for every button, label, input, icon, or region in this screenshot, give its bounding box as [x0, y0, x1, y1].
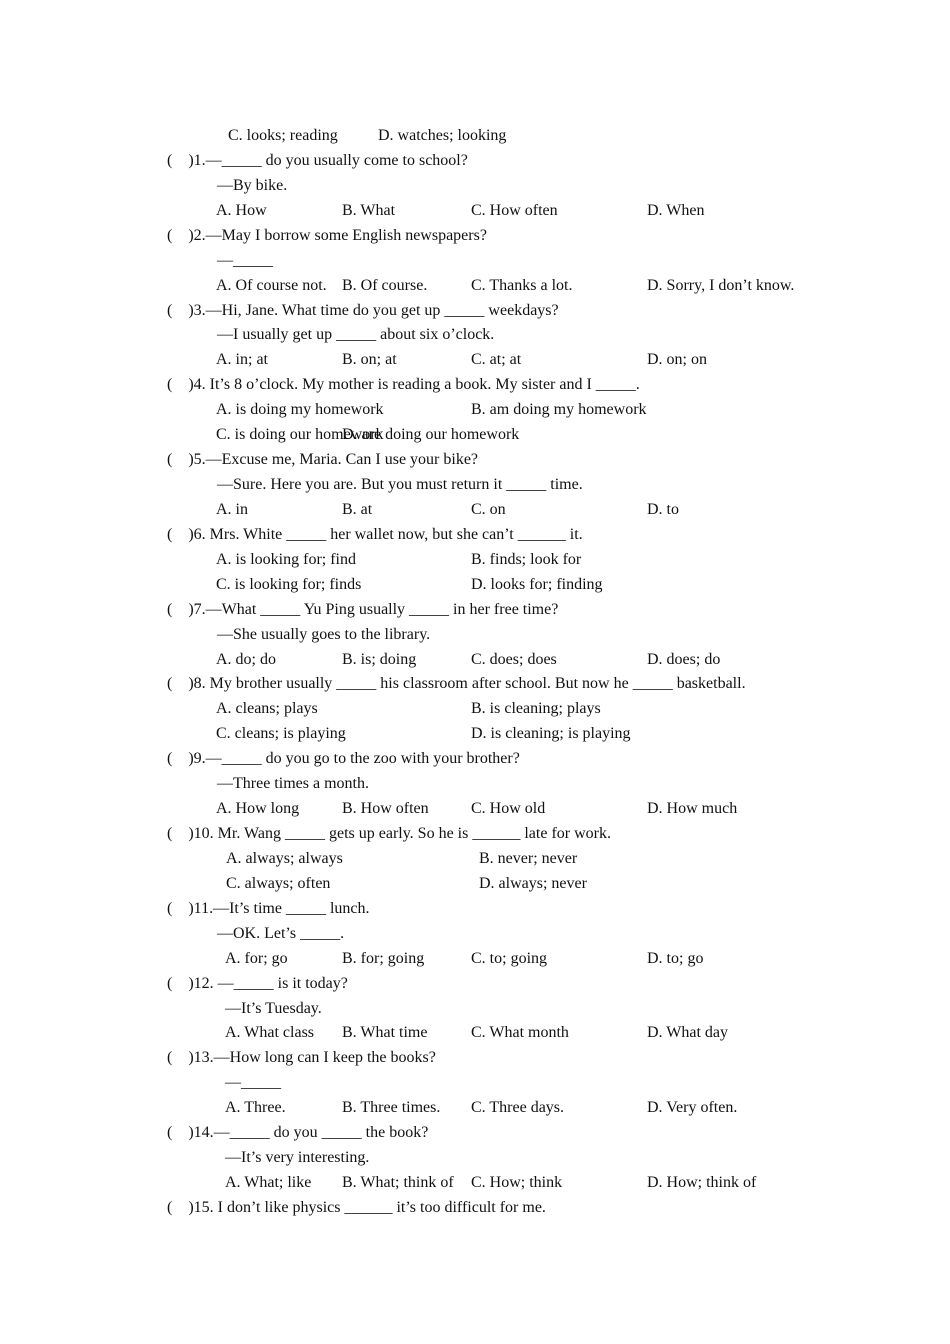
question-stem: ( )13.—How long can I keep the books?: [167, 1049, 436, 1066]
question-stem: ( )11.—It’s time _____ lunch.: [167, 900, 370, 917]
answer-option: D. watches; looking: [378, 127, 507, 144]
dialogue-reply: —It’s very interesting.: [225, 1149, 370, 1166]
dialogue-reply: —It’s Tuesday.: [225, 1000, 322, 1017]
answer-option: A. Three.: [225, 1099, 286, 1116]
dialogue-reply: —By bike.: [217, 177, 288, 194]
answer-option: A. Of course not.: [216, 277, 327, 294]
answer-option: A. always; always: [226, 850, 343, 867]
answer-option: C. to; going: [471, 950, 548, 967]
answer-option: B. Of course.: [342, 277, 428, 294]
dialogue-reply: —_____: [217, 252, 273, 269]
answer-option: B. Three times.: [342, 1099, 441, 1116]
answer-option: A. is looking for; find: [216, 551, 356, 568]
dialogue-reply: —She usually goes to the library.: [217, 626, 431, 643]
answer-option: B. is cleaning; plays: [471, 700, 601, 717]
answer-option: D. How; think of: [647, 1174, 757, 1191]
answer-option: D. Sorry, I don’t know.: [647, 277, 795, 294]
question-stem: ( )6. Mrs. White _____ her wallet now, but she can’t ______ it.: [167, 526, 583, 543]
question-stem: ( )7.—What _____ Yu Ping usually _____ in her free time?: [167, 601, 559, 618]
question-stem: ( )15. I don’t like physics ______ it’s too difficult for me.: [167, 1199, 546, 1216]
answer-option: C. is doing our homework: [216, 426, 384, 443]
answer-option: A. is doing my homework: [216, 401, 384, 418]
question-stem: ( )12. —_____ is it today?: [167, 975, 348, 992]
answer-option: D. What day: [647, 1024, 729, 1041]
answer-option: C. on: [471, 501, 506, 518]
question-stem: ( )1.—_____ do you usually come to school?: [167, 152, 468, 169]
answer-option: B. am doing my homework: [471, 401, 647, 418]
answer-option: B. What; think of: [342, 1174, 454, 1191]
question-stem: ( )14.—_____ do you _____ the book?: [167, 1124, 429, 1141]
answer-option: A. What; like: [225, 1174, 312, 1191]
answer-option: C. How old: [471, 800, 546, 817]
answer-option: C. does; does: [471, 651, 557, 668]
answer-option: B. never; never: [479, 850, 578, 867]
answer-option: C. Thanks a lot.: [471, 277, 573, 294]
question-stem: ( )5.—Excuse me, Maria. Can I use your bike?: [167, 451, 479, 468]
question-stem: ( )10. Mr. Wang _____ gets up early. So he is ______ late for work.: [167, 825, 611, 842]
answer-option: C. How; think: [471, 1174, 563, 1191]
question-stem: ( )3.—Hi, Jane. What time do you get up _____ weekdays?: [167, 302, 559, 319]
dialogue-reply: —Three times a month.: [217, 775, 369, 792]
question-stem: ( )9.—_____ do you go to the zoo with your brother?: [167, 750, 520, 767]
answer-option: B. What: [342, 202, 396, 219]
answer-option: C. at; at: [471, 351, 522, 368]
answer-option: D. Very often.: [647, 1099, 738, 1116]
answer-option: C. looks; reading: [228, 127, 338, 144]
answer-option: A. How long: [216, 800, 300, 817]
answer-option: A. cleans; plays: [216, 700, 318, 717]
answer-option: D. on; on: [647, 351, 707, 368]
answer-option: B. is; doing: [342, 651, 417, 668]
answer-option: B. finds; look for: [471, 551, 582, 568]
answer-option: B. How often: [342, 800, 429, 817]
answer-option: C. Three days.: [471, 1099, 565, 1116]
answer-option: B. at: [342, 501, 373, 518]
answer-option: D. When: [647, 202, 705, 219]
dialogue-reply: —Sure. Here you are. But you must return it _____ time.: [217, 476, 583, 493]
answer-option: B. What time: [342, 1024, 428, 1041]
answer-option: D. looks for; finding: [471, 576, 603, 593]
answer-option: B. on; at: [342, 351, 397, 368]
question-stem: ( )4. It’s 8 o’clock. My mother is reading a book. My sister and I _____.: [167, 376, 640, 393]
answer-option: C. is looking for; finds: [216, 576, 362, 593]
answer-option: D. are doing our homework: [342, 426, 520, 443]
answer-option: D. to; go: [647, 950, 704, 967]
answer-option: C. What month: [471, 1024, 569, 1041]
dialogue-reply: —OK. Let’s _____.: [217, 925, 345, 942]
dialogue-reply: —I usually get up _____ about six o’clock.: [217, 326, 495, 343]
answer-option: A. in: [216, 501, 248, 518]
answer-option: A. in; at: [216, 351, 268, 368]
answer-option: A. How: [216, 202, 267, 219]
answer-option: A. What class: [225, 1024, 315, 1041]
question-stem: ( )2.—May I borrow some English newspapers?: [167, 227, 487, 244]
question-stem: ( )8. My brother usually _____ his classroom after school. But now he _____ basketball.: [167, 675, 746, 692]
dialogue-reply: —_____: [225, 1074, 281, 1091]
answer-option: D. How much: [647, 800, 738, 817]
answer-option: B. for; going: [342, 950, 425, 967]
answer-option: D. is cleaning; is playing: [471, 725, 631, 742]
answer-option: C. How often: [471, 202, 558, 219]
answer-option: C. cleans; is playing: [216, 725, 346, 742]
answer-option: A. do; do: [216, 651, 276, 668]
answer-option: C. always; often: [226, 875, 331, 892]
answer-option: A. for; go: [225, 950, 288, 967]
answer-option: D. does; do: [647, 651, 721, 668]
answer-option: D. always; never: [479, 875, 587, 892]
answer-option: D. to: [647, 501, 679, 518]
